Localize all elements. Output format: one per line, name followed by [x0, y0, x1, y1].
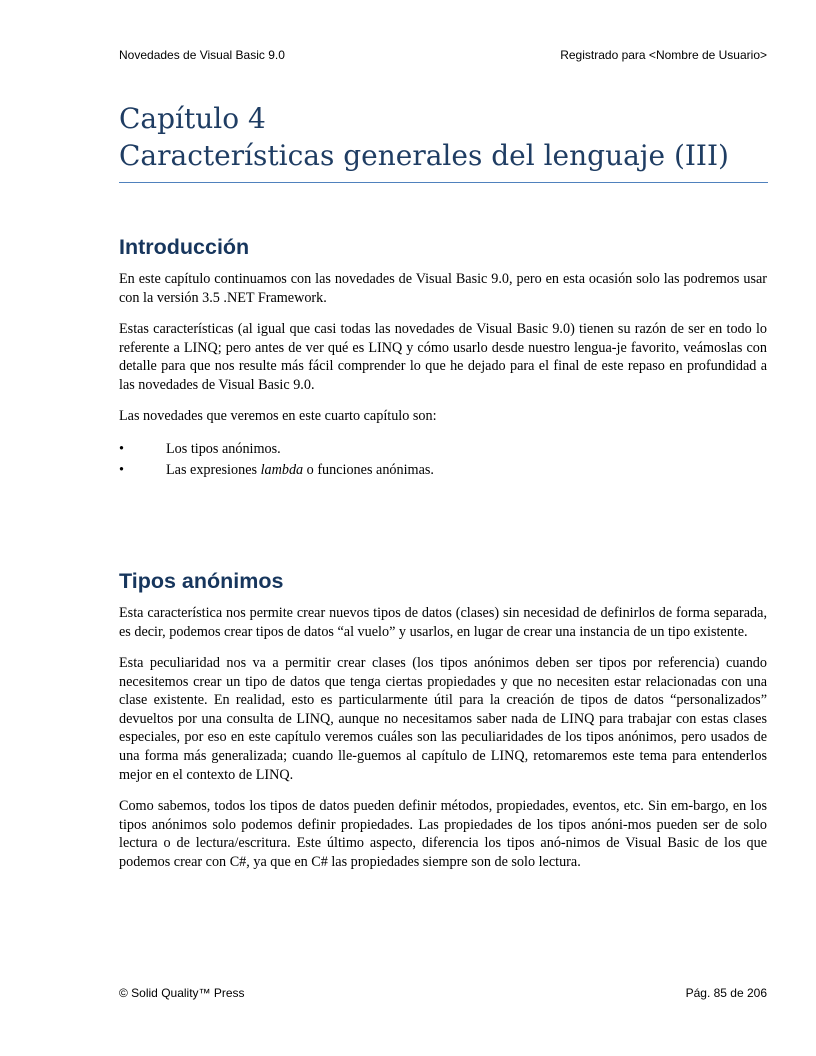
list-item	[119, 439, 767, 460]
running-footer	[119, 986, 767, 1000]
novelties-list	[119, 439, 767, 481]
list-item-text: Los tipos anónimos.	[166, 440, 281, 457]
chapter-number: Capítulo 4	[119, 102, 266, 135]
header-book-title: Novedades de Visual Basic 9.0	[119, 48, 285, 62]
chapter-name: Características generales del lenguaje (III)	[119, 139, 729, 172]
section-body-introduccion	[119, 270, 767, 481]
footer-publisher: © Solid Quality™ Press	[119, 986, 245, 1000]
paragraph: Como sabemos, todos los tipos de datos pueden definir métodos, propiedades, eventos, etc. Sin em-bargo, en los tipos anónimos solo podemos definir propiedades. Las propiedades de los tipos anóni-mos pueden ser de solo lectura o de lectura/escritura. Este último aspecto, diferencia los tipos anó-nimos de Visual Basic de los que podemos crear con C#, ya que en C# las propiedades siempre son de solo lectura.	[119, 797, 767, 870]
bullet-icon: •	[119, 461, 124, 478]
bullet-icon: •	[119, 440, 124, 457]
paragraph: En este capítulo continuamos con las novedades de Visual Basic 9.0, pero en esta ocasión solo las podremos usar con la versión 3.5 .NET Framework.	[119, 271, 767, 306]
section-heading-tipos-anonimos: Tipos anónimos	[119, 569, 284, 593]
list-item-text-after: o funciones anónimas.	[303, 461, 434, 478]
title-underline	[119, 182, 768, 183]
paragraph: Esta característica nos permite crear nuevos tipos de datos (clases) sin necesidad de definirlos de forma separada, es decir, podemos crear tipos de datos “al vuelo” y usarlos, en lugar de crear una instancia de un tipo existente.	[119, 605, 767, 640]
chapter-title	[119, 100, 768, 174]
paragraph: Esta peculiaridad nos va a permitir crear clases (los tipos anónimos deben ser tipos por referencia) cuando necesitemos crear un tipo de datos que tenga ciertas propiedades y que no necesiten estar relacionadas con una clase existente. En realidad, esto es particularmente útil para la creación de tipos de datos “personalizados” devueltos por una consulta de LINQ, aunque no necesitamos saber nada de LINQ para trabajar con estas clases especiales, por eso en este capítulo veremos cuáles son las peculiaridades de los tipos anónimos, pero usados de una forma más generalizada; cuando lle-guemos al capítulo de LINQ, retomaremos este tema para entenderlos mejor en el contexto de LINQ.	[119, 654, 767, 783]
section-heading-introduccion: Introducción	[119, 235, 250, 259]
header-registration: Registrado para <Nombre de Usuario>	[560, 48, 767, 62]
list-item-text-before: Las expresiones	[166, 461, 261, 478]
section-body-tipos-anonimos	[119, 604, 767, 871]
paragraph: Las novedades que veremos en este cuarto capítulo son:	[119, 408, 437, 425]
paragraph: Estas características (al igual que casi todas las novedades de Visual Basic 9.0) tienen su razón de ser en todo lo referente a LINQ; pero antes de ver qué es LINQ y cómo usarlo desde nuestro lengua-je favorito, veámoslas con detalle para que nos resulte más fácil comprender lo que he dejado para el final de este repaso en profundidad a las novedades de Visual Basic 9.0.	[119, 320, 767, 393]
running-header	[119, 48, 767, 62]
list-item-emphasis: lambda	[260, 461, 304, 478]
list-item	[119, 460, 767, 481]
footer-page-number: Pág. 85 de 206	[685, 986, 767, 1000]
